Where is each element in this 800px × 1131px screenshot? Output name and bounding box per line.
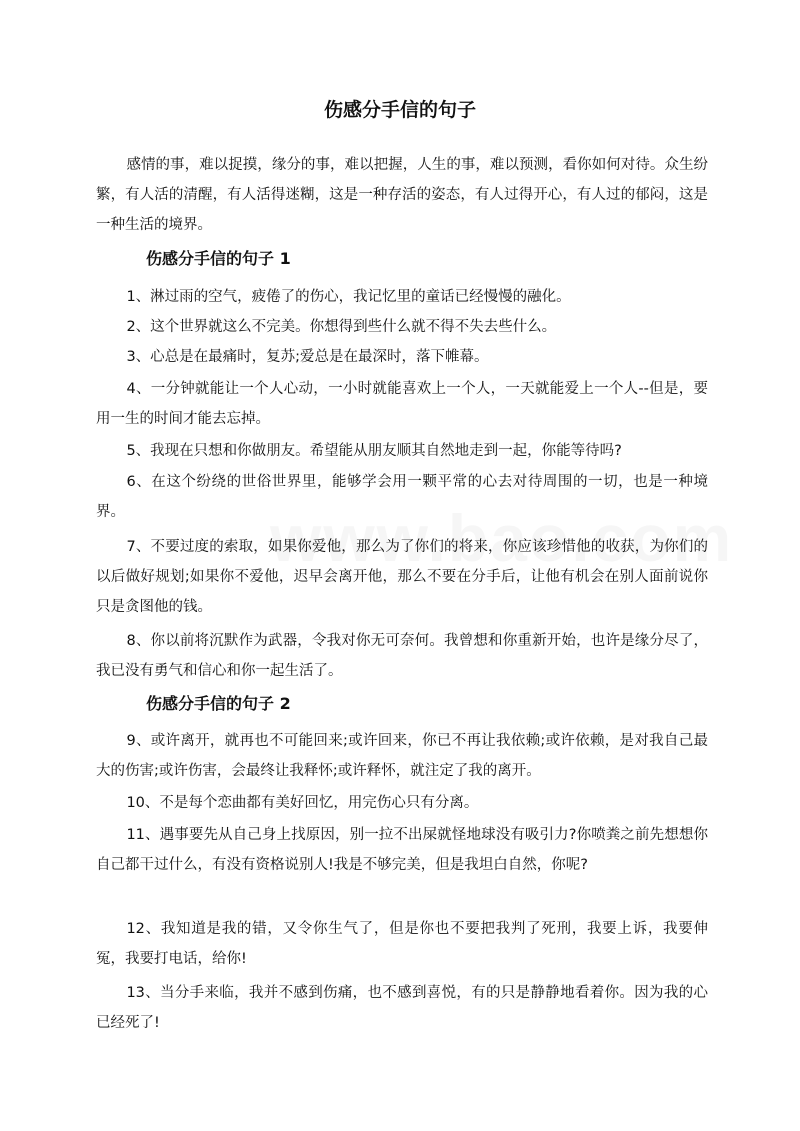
list-item-8: 8、你以前将沉默作为武器，令我对你无可奈何。我曾想和你重新开始，也许是缘分尽了，我已没有勇气和信心和你一起生活了。 [96, 633, 708, 679]
list-item-5: 5、我现在只想和你做朋友。希望能从朋友顺其自然地走到一起，你能等待吗? [126, 443, 622, 459]
list-item-7: 7、不要过度的索取，如果你爱他，那么为了你们的将来，你应该珍惜他的收获，为你们的以后做好规划;如果你不爱他，迟早会离开他，那么不要在分手后，让他有机会在别人面前说你只是贪图他的钱。 [96, 539, 708, 615]
list-item-9: 9、或许离开，就再也不可能回来;或许回来，你已不再让我依赖;或许依赖，是对我自己最大的伤害;或许伤害，会最终让我释怀;或许释怀，就注定了我的离开。 [96, 733, 708, 779]
list-item-10: 10、不是每个恋曲都有美好回忆，用完伤心只有分离。 [126, 795, 479, 811]
document-title: 伤感分手信的句子 [323, 99, 476, 121]
list-item-6: 6、在这个纷绕的世俗世界里，能够学会用一颗平常的心去对待周围的一切，也是一种境界。 [96, 474, 708, 520]
list-item-13: 13、当分手来临，我并不感到伤痛，也不感到喜悦，有的只是静静地看着你。因为我的心已经死了! [96, 985, 708, 1031]
intro-paragraph: 感情的事，难以捉摸，缘分的事，难以把握，人生的事，难以预测，看你如何对待。众生纷繁，有人活的清醒，有人活得迷糊，这是一种存活的姿态，有人过得开心，有人过的郁闷，这是一种生活的境界。 [96, 157, 708, 233]
list-item-11: 11、遇事要先从自己身上找原因，别一拉不出屎就怪地球没有吸引力?你喷粪之前先想想你自己都干过什么，有没有资格说别人!我是不够完美，但是我坦白自然，你呢? [96, 827, 708, 873]
list-item-2: 2、这个世界就这么不完美。你想得到些什么就不得不失去些什么。 [126, 319, 557, 335]
section-heading-1: 伤感分手信的句子 1 [146, 249, 291, 268]
list-item-12: 12、我知道是我的错，又令你生气了，但是你也不要把我判了死刑，我要上诉，我要伸冤，我要打电话，给你! [96, 921, 708, 967]
section-heading-2: 伤感分手信的句子 2 [146, 694, 291, 713]
list-item-1: 1、淋过雨的空气，疲倦了的伤心，我记忆里的童话已经慢慢的融化。 [126, 289, 571, 305]
list-item-3: 3、心总是在最痛时，复苏;爱总是在最深时，落下帷幕。 [126, 349, 489, 365]
list-item-4: 4、一分钟就能让一个人心动，一小时就能喜欢上一个人，一天就能爱上一个人--但是，要用一生的时间才能去忘掉。 [96, 381, 708, 427]
